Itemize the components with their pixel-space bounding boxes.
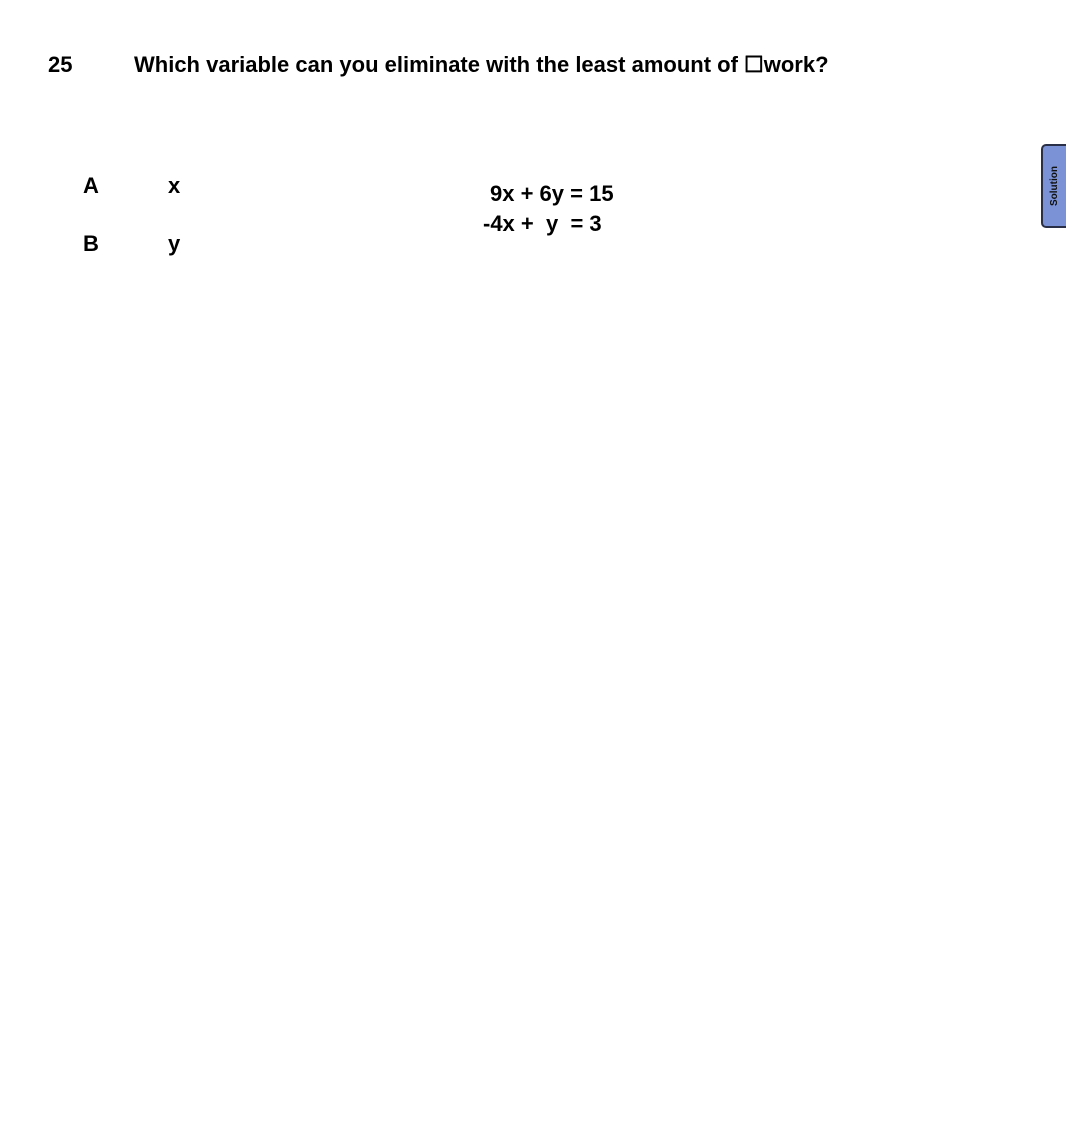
choice-letter-a[interactable]: A xyxy=(83,173,99,198)
solution-tab[interactable] xyxy=(1041,144,1066,228)
equation-1: 9x + 6y = 15 xyxy=(490,181,614,206)
equation-2: -4x + y = 3 xyxy=(483,211,602,236)
question-number: 25 xyxy=(48,52,73,77)
choice-text-a[interactable]: x xyxy=(168,173,181,198)
choice-letter-b[interactable]: B xyxy=(83,231,99,256)
question-text: Which variable can you eliminate with the least amount of ☐work? xyxy=(134,52,829,77)
solution-tab-label: Solution xyxy=(1048,166,1060,206)
choice-text-b[interactable]: y xyxy=(168,231,181,256)
